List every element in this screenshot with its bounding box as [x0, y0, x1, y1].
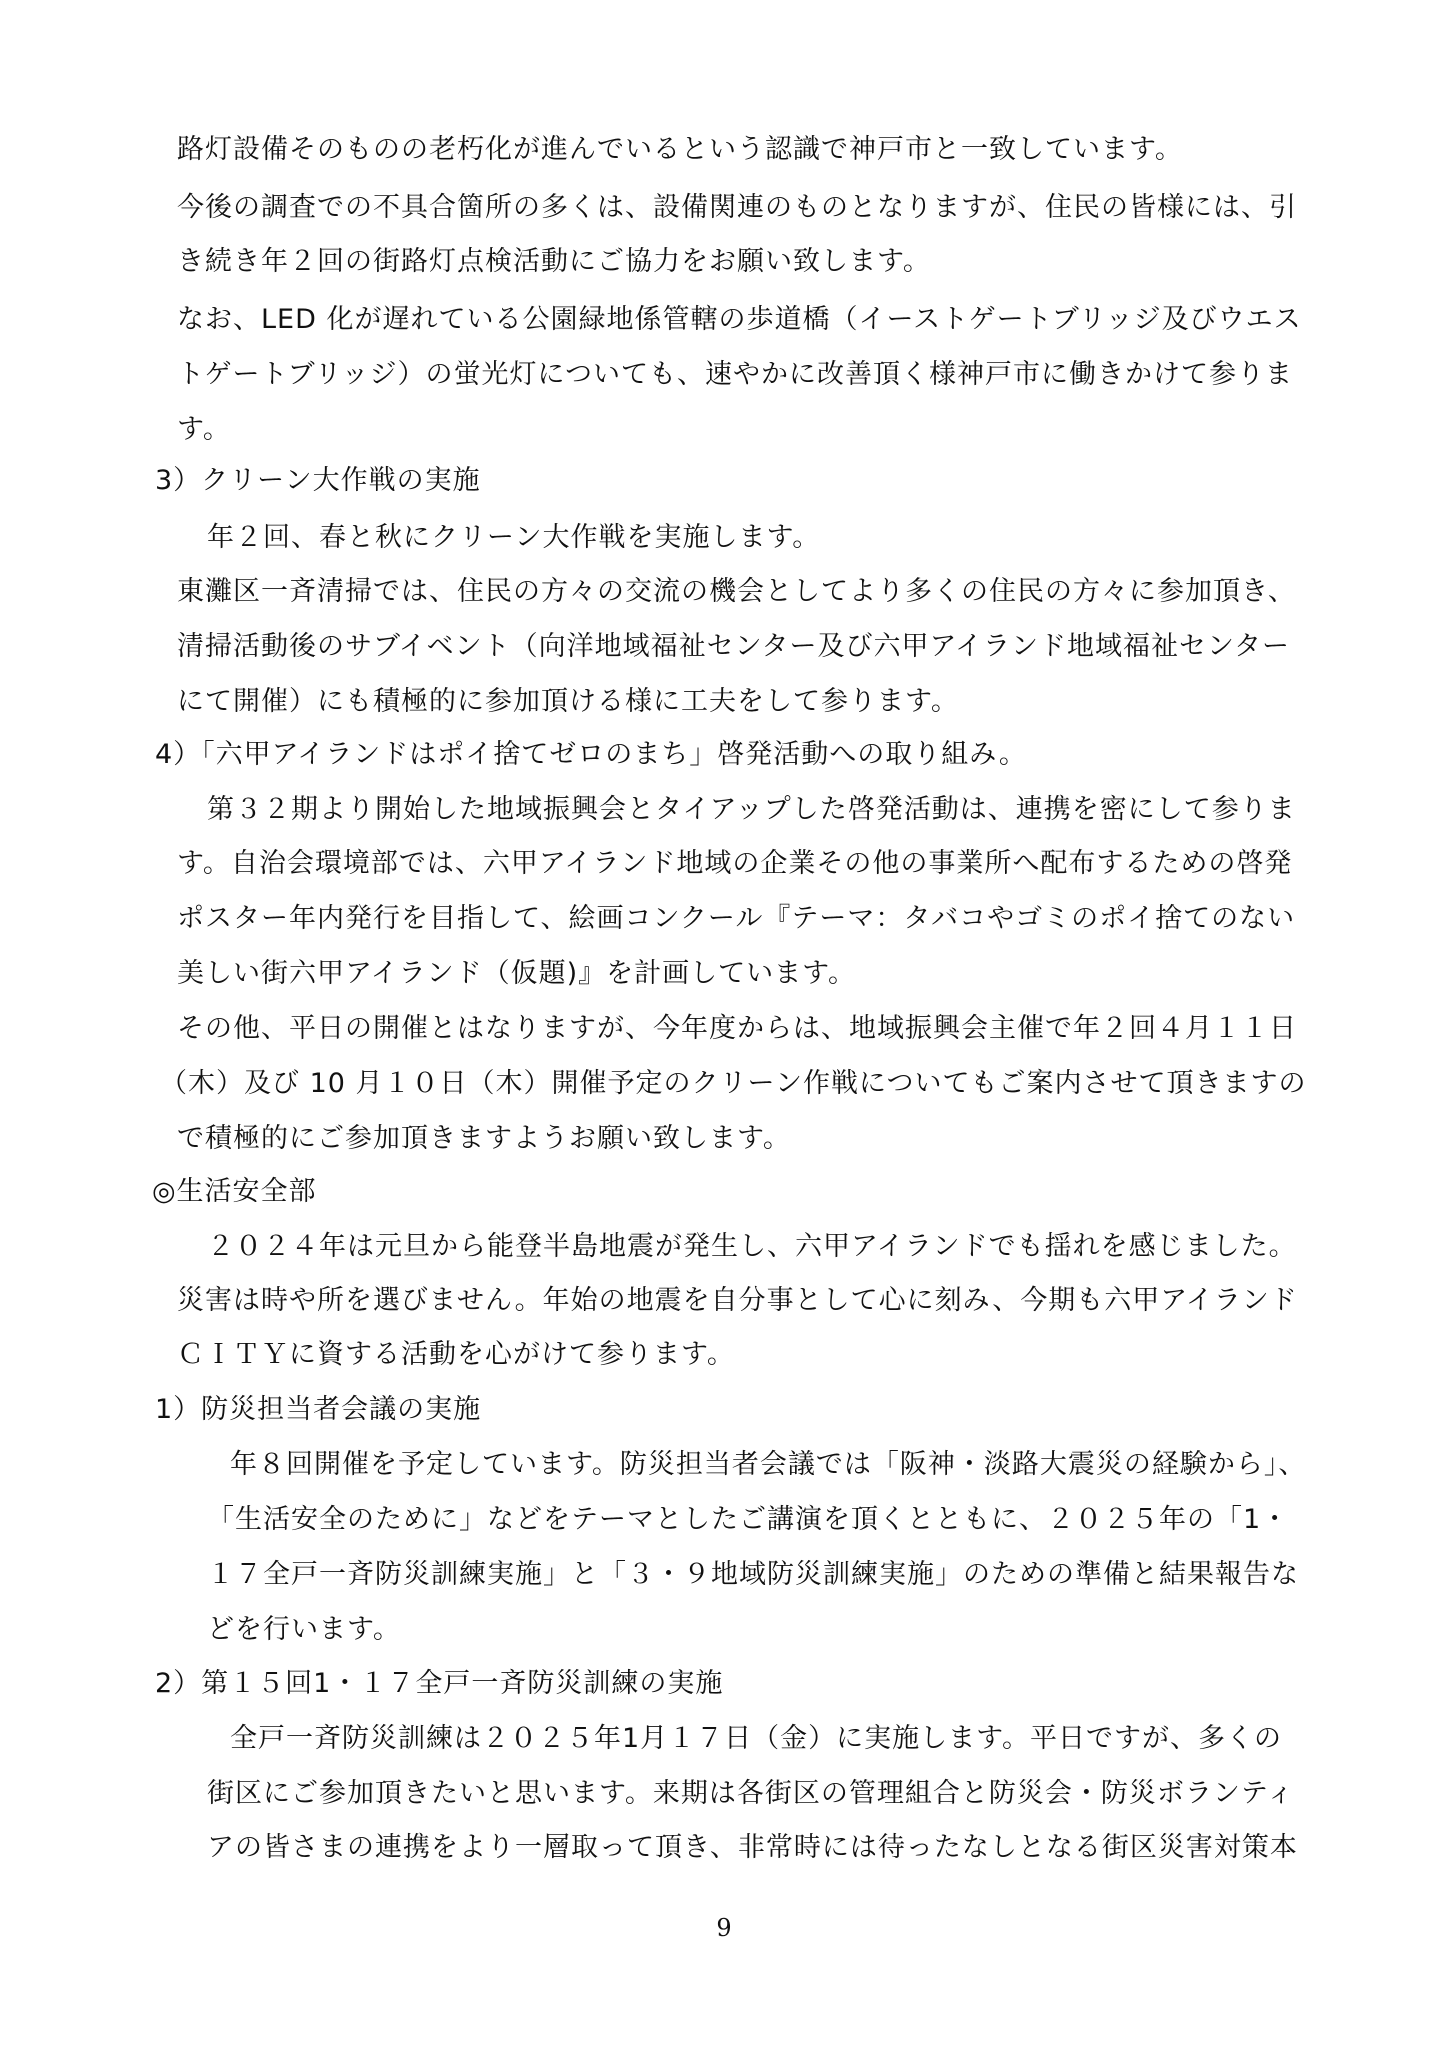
text-line: 街区にご参加頂きたいと思います。来期は各街区の管理組合と防災会・防災ボランティ — [207, 1778, 1295, 1809]
text-line: １７全戸一斉防災訓練実施」と「３・９地域防災訓練実施」のための準備と結果報告な — [207, 1559, 1299, 1590]
text-line: 「生活安全のために」などをテーマとしたご講演を頂くとともに、２０２５年の「1・ — [207, 1504, 1290, 1535]
text-line: 今後の調査での不具合箇所の多くは、設備関連のものとなりますが、住民の皆様には、引 — [177, 192, 1297, 223]
text-line: 災害は時や所を選びません。年始の地震を自分事として心に刻み、今期も六甲アイランド — [177, 1285, 1298, 1316]
text-line: ＣＩＴＹに資する活動を心がけて参ります。 — [177, 1339, 735, 1370]
text-line: す。 — [177, 414, 231, 445]
text-line: 年２回、春と秋にクリーン大作戦を実施します。 — [207, 522, 821, 553]
text-line: アの皆さまの連携をより一層取って頂き、非常時には待ったなしとなる街区災害対策本 — [207, 1832, 1298, 1863]
text-line: 東灘区一斉清掃では、住民の方々の交流の機会としてより多くの住民の方々に参加頂き、 — [177, 576, 1296, 607]
text-line: （木）及び 10 月１０日（木）開催予定のクリーン作戦についてもご案内させて頂きますの — [160, 1068, 1307, 1099]
text-line: なお、LED 化が遅れている公園緑地係管轄の歩道橋（イーストゲートブリッジ及びウエス — [177, 304, 1302, 335]
page-number: 9 — [716, 1914, 732, 1942]
text-line: す。自治会環境部では、六甲アイランド地域の企業その他の事業所へ配布するための啓発 — [177, 848, 1293, 879]
text-line: 全戸一斉防災訓練は２０２５年1月１７日（金）に実施します。平日ですが、多くの — [230, 1723, 1283, 1754]
section-heading: 3）クリーン大作戦の実施 — [155, 465, 481, 496]
text-line: 年８回開催を予定しています。防災担当者会議では「阪神・淡路大震災の経験から」、 — [230, 1449, 1307, 1480]
text-line: ポスター年内発行を目指して、絵画コンクール『テーマ：タバコやゴミのポイ捨てのない — [177, 903, 1296, 934]
text-line: 第３２期より開始した地域振興会とタイアップした啓発活動は、連携を密にして参りま — [207, 794, 1296, 825]
section-heading: 1）防災担当者会議の実施 — [155, 1394, 482, 1425]
text-line: どを行います。 — [207, 1614, 401, 1645]
text-line: ２０２４年は元旦から能登半島地震が発生し、六甲アイランドでも揺れを感じました。 — [207, 1231, 1297, 1262]
text-line: 路灯設備そのものの老朽化が進んでいるという認識で神戸市と一致しています。 — [177, 134, 1183, 165]
section-heading: ◎生活安全部 — [152, 1176, 317, 1207]
text-line: にて開催）にも積極的に参加頂ける様に工夫をして参ります。 — [177, 686, 959, 717]
text-line: き続き年２回の街路灯点検活動にご協力をお願い致します。 — [177, 246, 931, 277]
text-line: 清掃活動後のサブイベント（向洋地域福祉センター及び六甲アイランド地域福祉センター — [177, 631, 1290, 662]
text-line: その他、平日の開催とはなりますが、今年度からは、地域振興会主催で年２回４月１１日 — [177, 1013, 1297, 1044]
section-heading: 2）第１５回1・１７全戸一斉防災訓練の実施 — [155, 1668, 724, 1699]
text-line: で積極的にご参加頂きますようお願い致します。 — [177, 1123, 791, 1154]
text-line: 美しい街六甲アイランド（仮題)』を計画しています。 — [177, 958, 856, 989]
section-heading: 4）「六甲アイランドはポイ捨てゼロのまち」啓発活動への取り組み。 — [155, 739, 1027, 770]
text-line: トゲートブリッジ）の蛍光灯についても、速やかに改善頂く様神戸市に働きかけて参りま — [177, 359, 1293, 390]
